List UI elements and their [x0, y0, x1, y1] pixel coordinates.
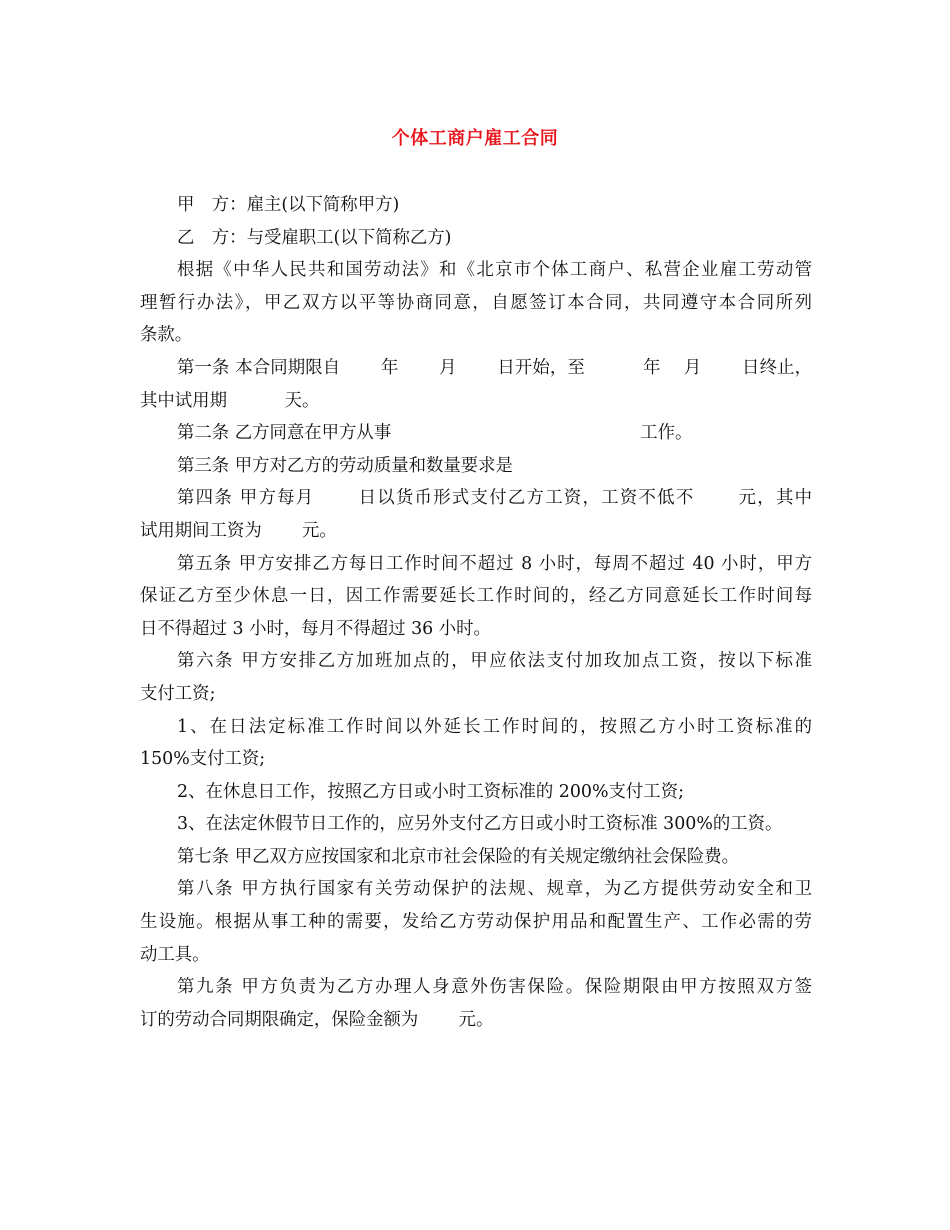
- preamble-line-1: 根据《中华人民共和国劳动法》和《北京市个体工商户、私营企业雇工劳动管: [177, 260, 812, 281]
- article-6-item-1-line-2: 150%支付工资;: [140, 749, 266, 770]
- article-6-line-2: 支付工资;: [140, 683, 216, 704]
- preamble-line-3: 条款。: [140, 325, 193, 346]
- document-title: 个体工商户雇工合同: [391, 128, 559, 149]
- party-b-line: 乙 方：与受雇职工(以下简称乙方): [177, 227, 452, 248]
- article-4-line-2: 试用期间工资为 元。: [140, 520, 337, 541]
- article-7-line: 第七条 甲乙双方应按国家和北京市社会保险的有关规定缴纳社会保险费。: [177, 846, 740, 867]
- article-6-item-3-line: 3、在法定休假节日工作的，应另外支付乙方日或小时工资标准 300%的工资。: [177, 814, 783, 835]
- article-3-line: 第三条 甲方对乙方的劳动质量和数量要求是: [177, 455, 513, 476]
- article-1-line-2: 其中试用期 天。: [140, 390, 320, 411]
- article-6-line-1: 第六条 甲方安排乙方加班加点的，甲应依法支付加玫加点工资，按以下标准: [177, 651, 812, 672]
- article-8-line-3: 动工具。: [140, 944, 210, 965]
- preamble-line-2: 理暂行办法》，甲乙双方以平等协商同意，自愿签订本合同，共同遵守本合同所列: [140, 292, 812, 313]
- party-a-line: 甲 方：雇主(以下简称甲方): [177, 195, 400, 215]
- article-9-line-2: 订的劳动合同期限确定，保险金额为 元。: [140, 1009, 494, 1030]
- article-8-line-2: 生设施。根据从事工种的需要，发给乙方劳动保护用品和配置生产、工作必需的劳: [140, 912, 812, 933]
- article-6-item-2-line: 2、在休息日工作，按照乙方日或小时工资标准的 200%支付工资;: [177, 781, 684, 802]
- article-9-line-1: 第九条 甲方负责为乙方办理人身意外伤害保险。保险期限由甲方按照双方签: [177, 977, 812, 998]
- article-2-line: 第二条 乙方同意在甲方从事 工作。: [177, 423, 693, 444]
- article-5-line-3: 日不得超过 3 小时，每月不得超过 36 小时。: [140, 618, 491, 639]
- article-1-line-1: 第一条 本合同期限自 年 月 日开始，至 年 月 日终止，: [177, 357, 812, 378]
- article-8-line-1: 第八条 甲方执行国家有关劳动保护的法规、规章，为乙方提供劳动安全和卫: [177, 879, 812, 900]
- article-4-line-1: 第四条 甲方每月 日以货币形式支付乙方工资，工资不低不 元，其中: [177, 488, 812, 509]
- article-6-item-1-line-1: 1、在日法定标准工作时间以外延长工作时间的，按照乙方小时工资标准的: [177, 716, 812, 737]
- article-5-line-2: 保证乙方至少休息一日，因工作需要延长工作时间的，经乙方同意延长工作时间每: [140, 586, 812, 607]
- document-body: [140, 189, 812, 1036]
- article-5-line-1: 第五条 甲方安排乙方每日工作时间不超过 8 小时，每周不超过 40 小时，甲方: [177, 553, 812, 574]
